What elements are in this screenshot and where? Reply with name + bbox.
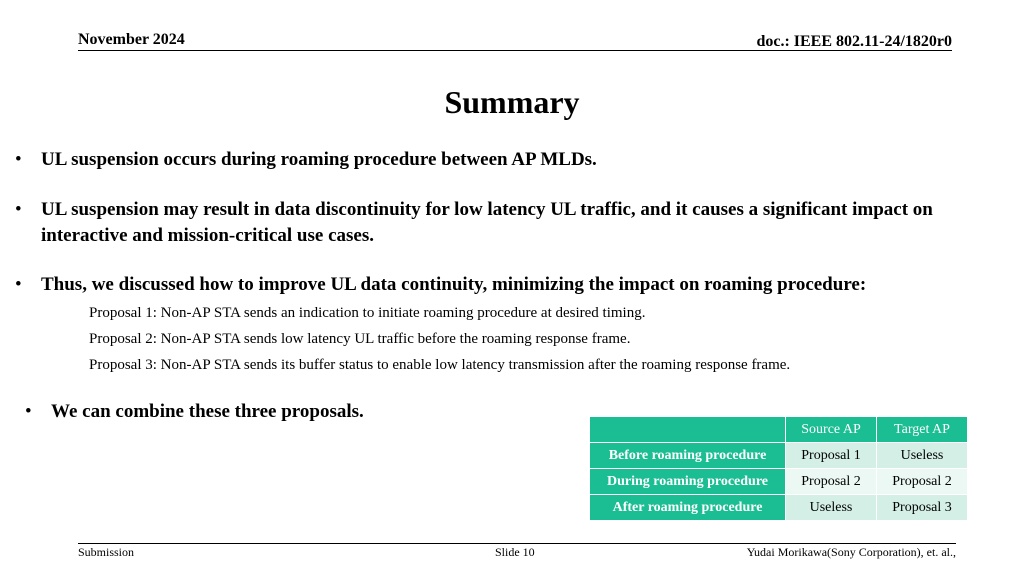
bullet-2: [15, 197, 961, 249]
bullet-dot: •: [15, 149, 22, 170]
proposal-3: Proposal 3: Non-AP STA sends its buffer status to enable low latency transmission after the roaming response frame.: [89, 357, 791, 373]
bullet-4: [25, 399, 471, 425]
proposal-2: Proposal 2: Non-AP STA sends low latency UL traffic before the roaming response frame.: [89, 331, 631, 347]
bullet-3: [15, 272, 991, 298]
table-row: [590, 469, 968, 495]
footer-submission: Submission: [78, 545, 135, 559]
header-divider: [78, 50, 952, 51]
bullet-4-text: We can combine these three proposals.: [51, 401, 364, 422]
header-date: November 2024: [78, 31, 185, 48]
row-label: After roaming procedure: [590, 495, 786, 521]
column-source-ap: Source AP: [786, 417, 877, 443]
table-header-row: [590, 417, 968, 443]
table-corner-cell: [590, 417, 786, 443]
table-row: [590, 495, 968, 521]
row-label: Before roaming procedure: [590, 443, 786, 469]
bullet-3-text: Thus, we discussed how to improve UL data continuity, minimizing the impact on roaming procedure:: [41, 274, 867, 295]
cell-source: Useless: [786, 495, 877, 521]
header-doc-id: doc.: IEEE 802.11-24/1820r0: [756, 33, 952, 50]
cell-source: Proposal 2: [786, 469, 877, 495]
cell-target: Proposal 2: [877, 469, 968, 495]
footer-author: Yudai Morikawa(Sony Corporation), et. al.,: [746, 545, 956, 559]
bullet-2-text: UL suspension may result in data discontinuity for low latency UL traffic, and it causes a significant impact on interactive and mission-critical use cases.: [41, 199, 933, 246]
bullet-1: [15, 147, 961, 173]
footer-divider: [78, 543, 956, 544]
bullet-1-text: UL suspension occurs during roaming procedure between AP MLDs.: [41, 149, 597, 170]
cell-target: Useless: [877, 443, 968, 469]
cell-source: Proposal 1: [786, 443, 877, 469]
table-row: [590, 443, 968, 469]
proposal-1: Proposal 1: Non-AP STA sends an indication to initiate roaming procedure at desired timing.: [89, 305, 646, 321]
column-target-ap: Target AP: [877, 417, 968, 443]
footer-slide-number: Slide 10: [495, 545, 535, 559]
bullet-dot: •: [15, 199, 22, 220]
bullet-dot: •: [25, 401, 32, 422]
row-label: During roaming procedure: [590, 469, 786, 495]
slide-title: Summary: [444, 84, 580, 120]
bullet-dot: •: [15, 274, 22, 295]
cell-target: Proposal 3: [877, 495, 968, 521]
proposal-table: [589, 416, 968, 521]
